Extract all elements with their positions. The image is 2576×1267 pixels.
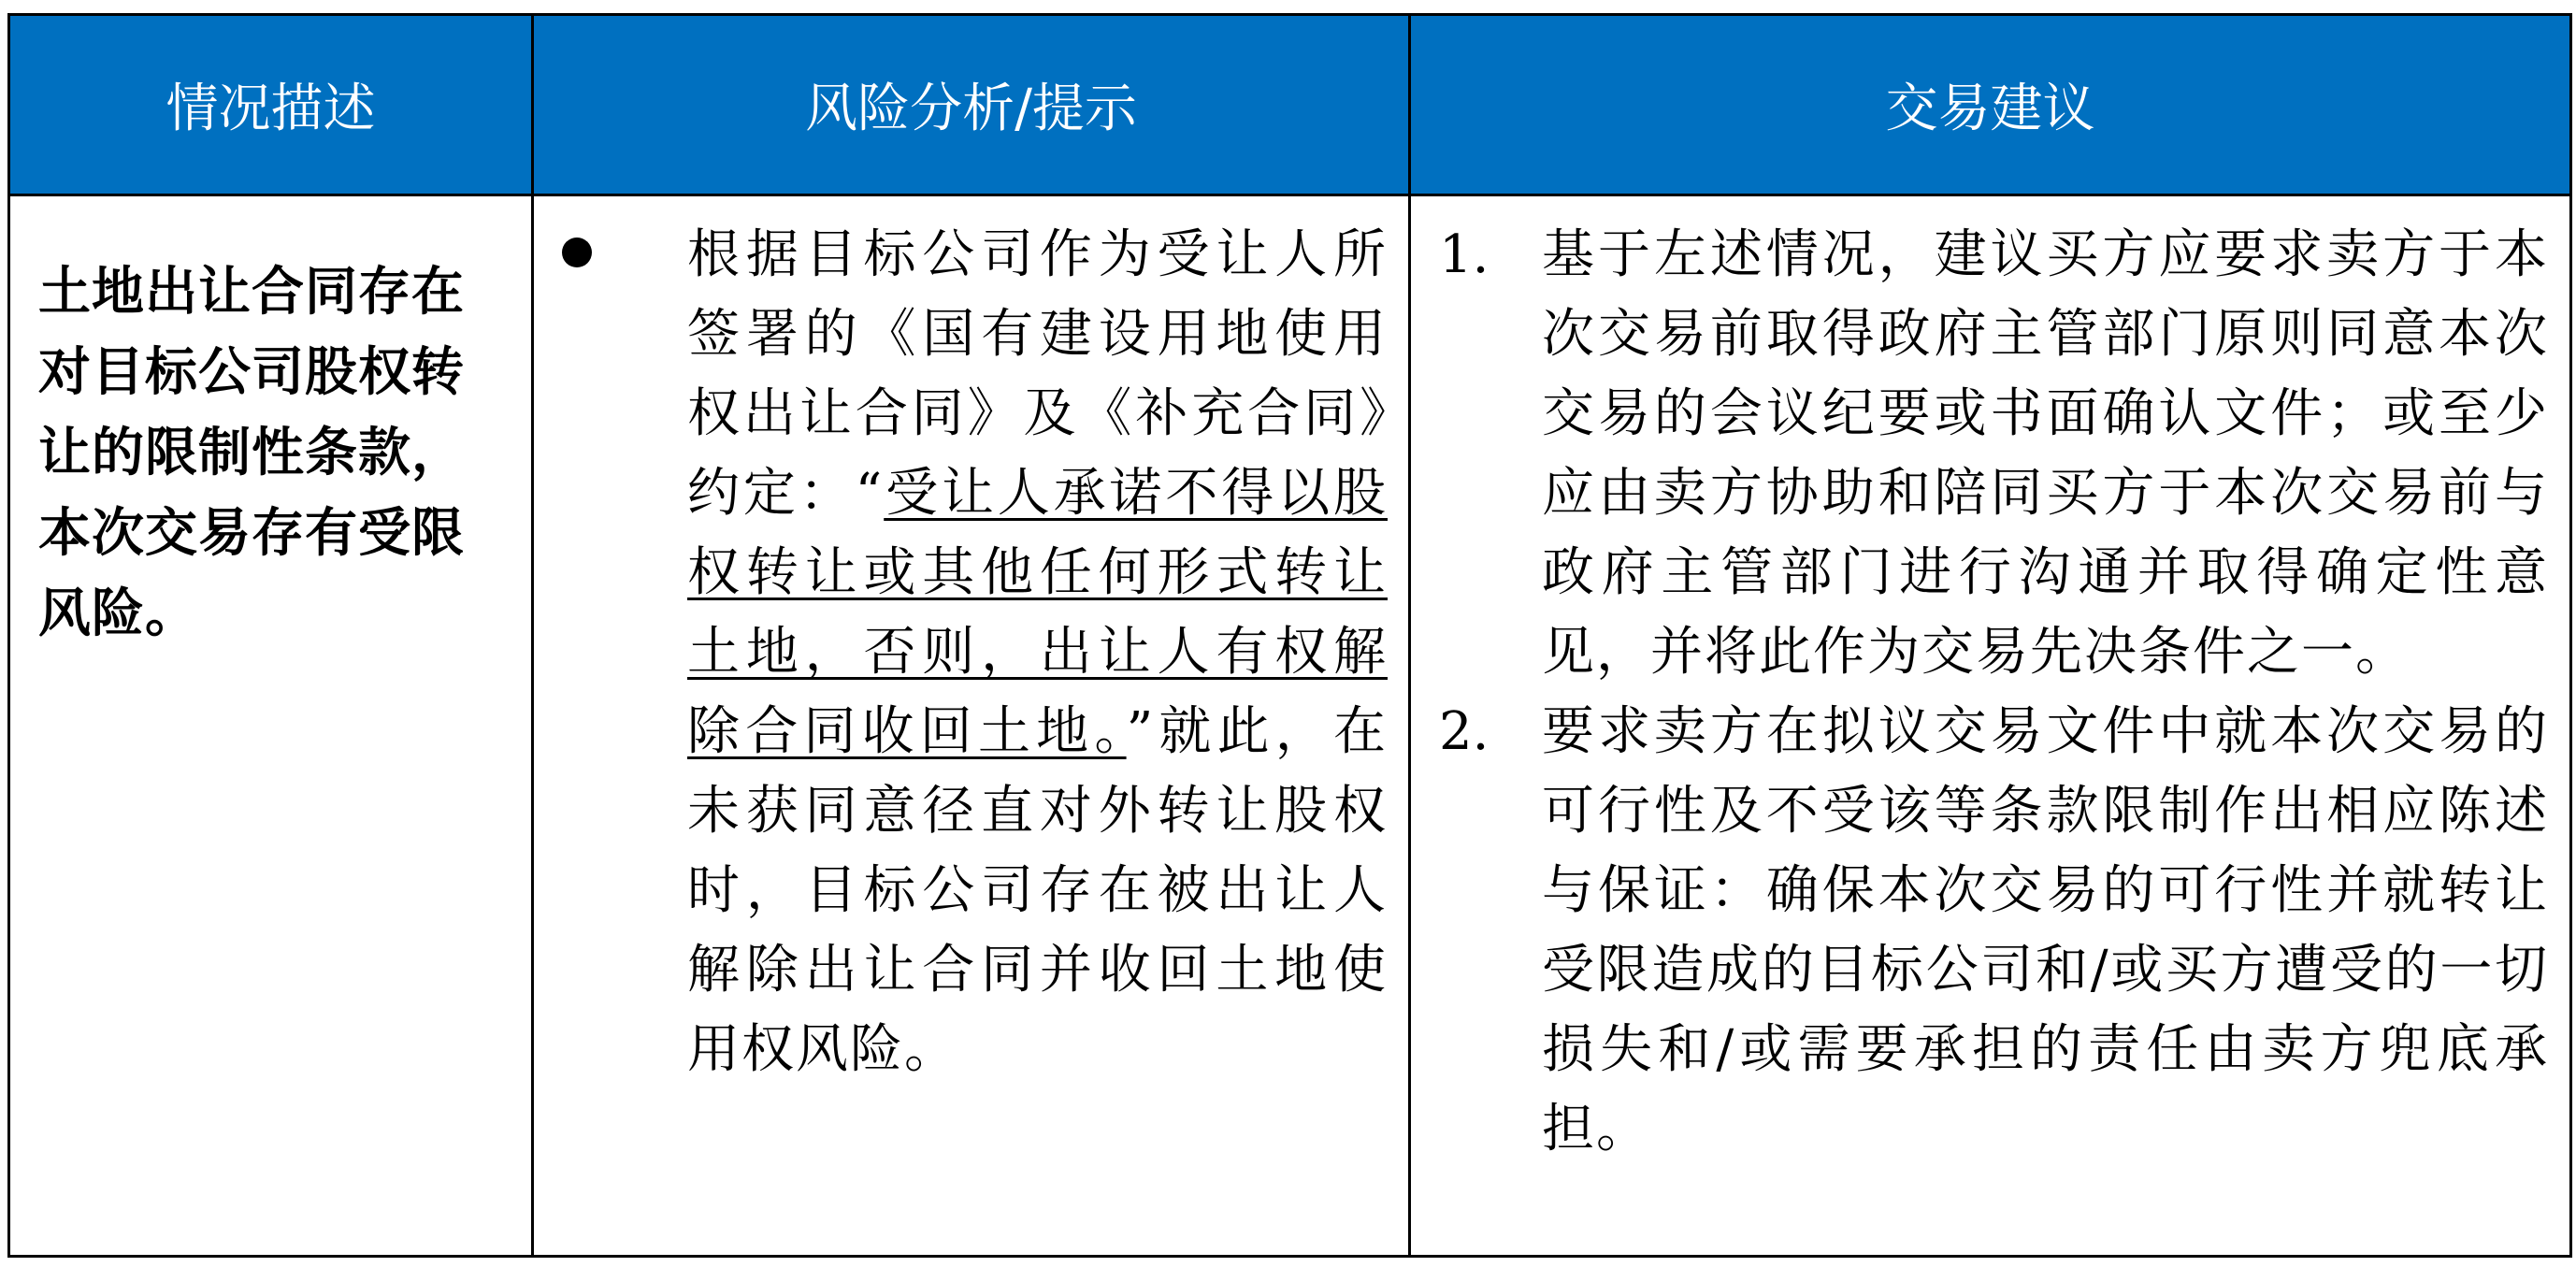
risk-text-before: 根据目标公司作为受让人所签署的《国有建设用地使用权出让合同》及《补充合同》约定：“ xyxy=(687,224,1388,524)
advice-number: 1. xyxy=(1439,224,1489,285)
risk-text-quoted-clause: 受让人承诺不得以股权转让或其他任何形式转让土地，否则，出让人有权解除合同收回土地。 xyxy=(687,463,1388,762)
risk-bullet-item xyxy=(534,196,1408,1089)
situation-cell xyxy=(9,195,533,1257)
risk-text xyxy=(687,215,1388,1089)
black-dot-icon xyxy=(562,238,592,267)
header-situation: 情况描述 xyxy=(9,15,533,195)
advice-item-2 xyxy=(1439,692,2549,1169)
advice-cell xyxy=(1410,195,2571,1257)
table-row xyxy=(9,195,2571,1257)
header-advice: 交易建议 xyxy=(1410,15,2571,195)
advice-list xyxy=(1411,196,2569,1169)
bullet-marker xyxy=(556,215,687,1089)
header-row xyxy=(9,15,2571,195)
advice-text: 要求卖方在拟议交易文件中就本次交易的可行性及不受该等条款限制作出相应陈述与保证：确保本次交易的可行性并就转让受限造成的目标公司和/或买方遭受的一切损失和/或需要承担的责任由卖方兜底承担。 xyxy=(1542,701,2549,1159)
risk-cell xyxy=(533,195,1410,1257)
risk-text-after: ”就此，在未获同意径直对外转让股权时，目标公司存在被出让人解除出让合同并收回土地使用权风险。 xyxy=(687,701,1388,1080)
situation-text: 土地出让合同存在对目标公司股权转让的限制性条款，本次交易存有受限风险。 xyxy=(38,262,465,644)
advice-number: 2. xyxy=(1439,701,1489,762)
header-risk: 风险分析/提示 xyxy=(533,15,1410,195)
advice-item-1 xyxy=(1439,215,2549,692)
advice-text: 基于左述情况，建议买方应要求卖方于本次交易前取得政府主管部门原则同意本次交易的会议纪要或书面确认文件；或至少应由卖方协助和陪同买方于本次交易前与政府主管部门进行沟通并取得确定性意见，并将此作为交易先决条件之一。 xyxy=(1542,224,2549,683)
risk-analysis-table xyxy=(7,13,2572,1258)
